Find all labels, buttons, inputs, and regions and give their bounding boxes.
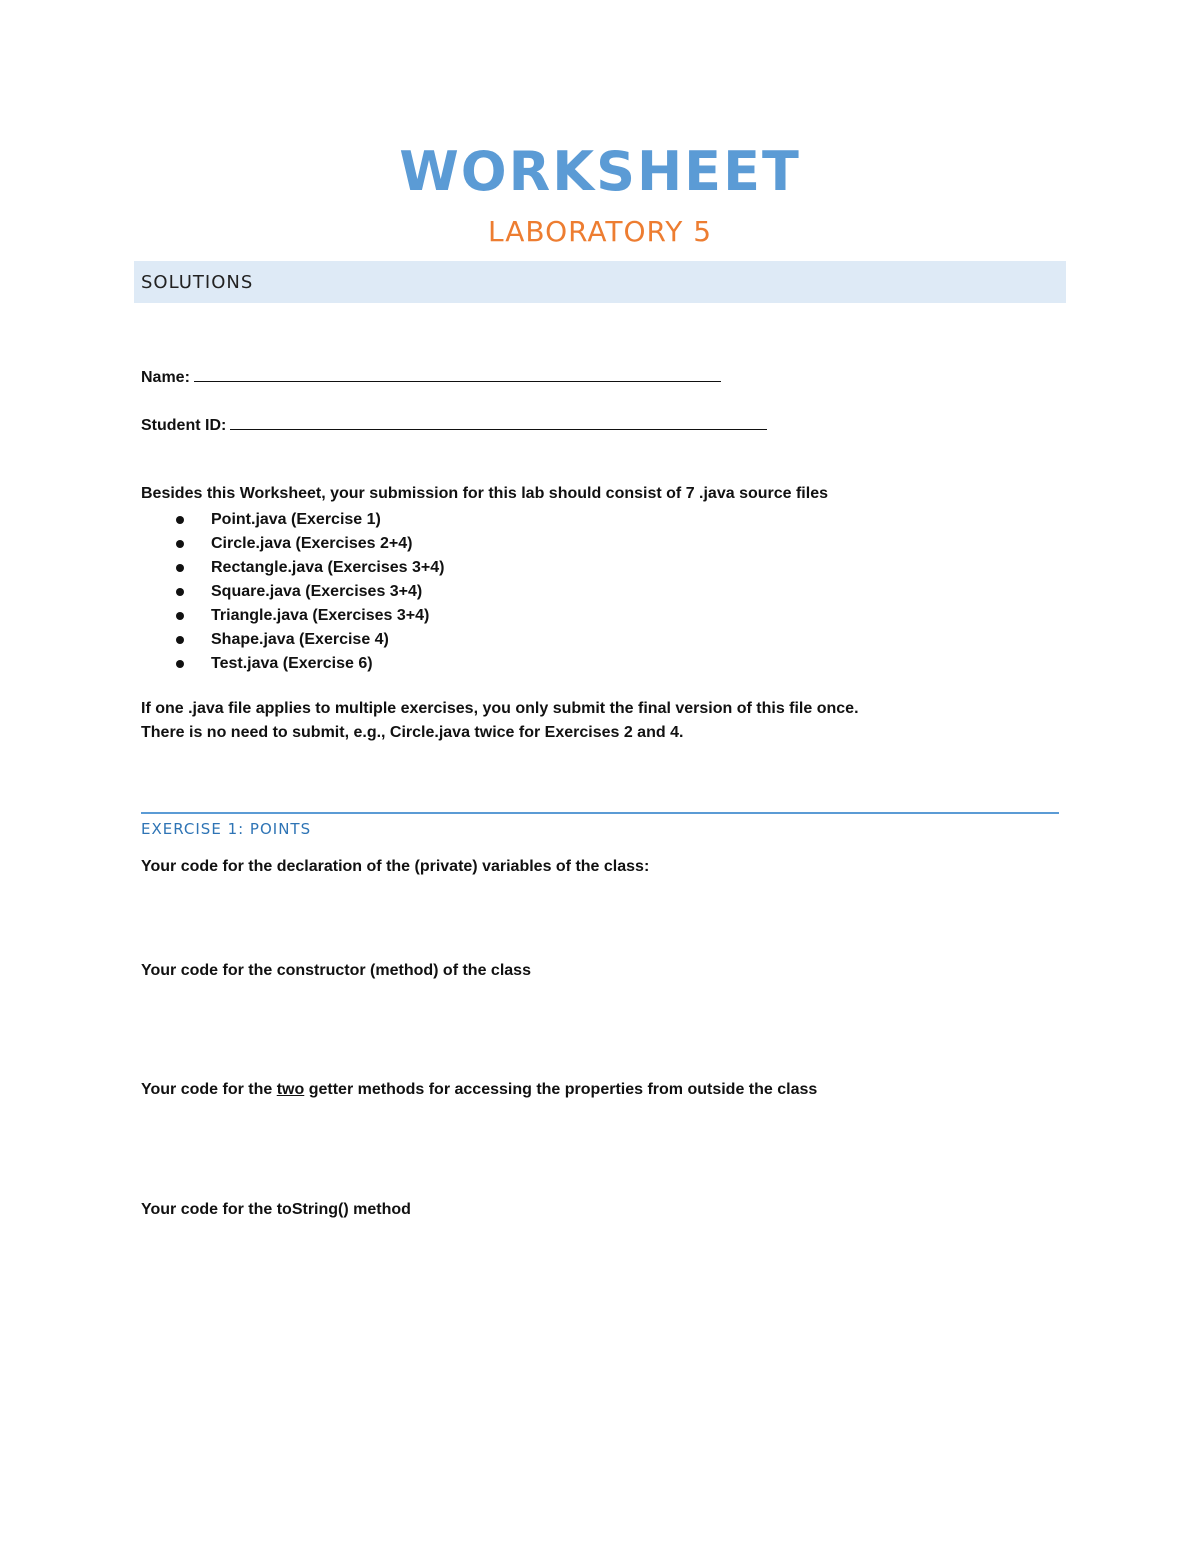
bullet-icon [176, 636, 184, 644]
prompt-getters-text-end: getter methods for accessing the properties from outside the class [304, 1081, 818, 1098]
student-id-label: Student ID: [141, 417, 227, 434]
file-name: Point.java (Exercise 1) [211, 511, 381, 528]
student-id-field[interactable] [141, 415, 767, 435]
submission-intro: Besides this Worksheet, your submission for this lab should consist of 7 .java source files [141, 485, 828, 502]
prompt-getters-text-start: Your code for the [141, 1081, 277, 1098]
list-item [141, 652, 444, 676]
name-blank-line[interactable] [194, 367, 721, 382]
name-label: Name: [141, 369, 190, 386]
file-name: Circle.java (Exercises 2+4) [211, 535, 413, 552]
prompt-constructor: Your code for the constructor (method) of the class [141, 962, 531, 979]
bullet-icon [176, 564, 184, 572]
list-item [141, 580, 444, 604]
name-field[interactable] [141, 367, 721, 387]
list-item [141, 604, 444, 628]
prompt-tostring: Your code for the toString() method [141, 1201, 411, 1218]
solutions-banner [134, 261, 1066, 303]
file-name: Square.java (Exercises 3+4) [211, 583, 423, 600]
file-name: Rectangle.java (Exercises 3+4) [211, 559, 445, 576]
file-name: Triangle.java (Exercises 3+4) [211, 607, 430, 624]
student-id-blank-line[interactable] [230, 415, 767, 430]
submission-note-line-2: There is no need to submit, e.g., Circle.java twice for Exercises 2 and 4. [141, 724, 684, 741]
list-item [141, 532, 444, 556]
solutions-banner-label: SOLUTIONS [141, 272, 254, 293]
prompt-getters-emphasis: two [276, 1081, 305, 1098]
list-item [141, 628, 444, 652]
document-subtitle: LABORATORY 5 [487, 215, 713, 248]
document-title: WORKSHEET [399, 140, 801, 203]
file-name: Shape.java (Exercise 4) [211, 631, 389, 648]
prompt-variables: Your code for the declaration of the (private) variables of the class: [141, 858, 650, 875]
bullet-icon [176, 588, 184, 596]
file-name: Test.java (Exercise 6) [211, 655, 373, 672]
bullet-icon [176, 516, 184, 524]
file-list [141, 508, 444, 676]
bullet-icon [176, 612, 184, 620]
submission-note-line-1: If one .java file applies to multiple exercises, you only submit the final version of this file once. [141, 700, 859, 717]
section-divider [141, 812, 1059, 814]
prompt-getters [141, 1081, 817, 1099]
bullet-icon [176, 660, 184, 668]
exercise-1-heading: EXERCISE 1: POINTS [141, 820, 312, 838]
list-item [141, 508, 444, 532]
list-item [141, 556, 444, 580]
bullet-icon [176, 540, 184, 548]
